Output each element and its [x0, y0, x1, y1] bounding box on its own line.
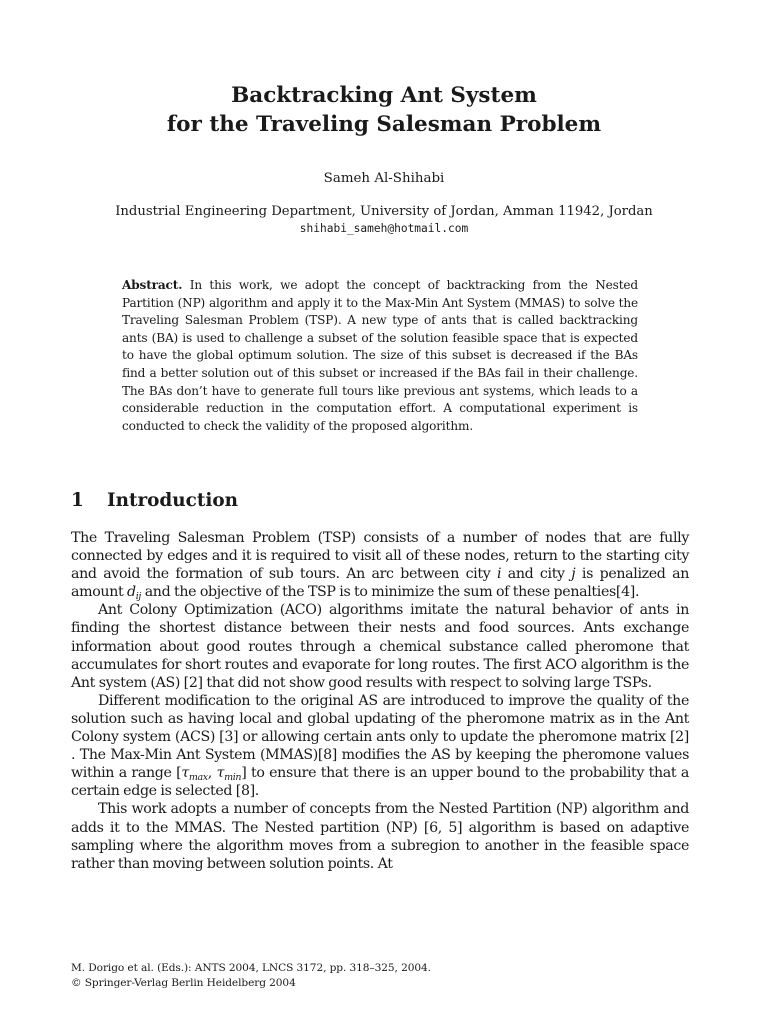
author-name: Sameh Al-Shihabi [323, 171, 445, 186]
paragraph-1: The Traveling Salesman Problem (TSP) consists of a number of nodes that are fully connected by edges and it is required to visit all of these nodes, return to the starting city and avoid the formation of sub tours. An arc between city i and city j is penalized an amount $d_{ij}$ and the objective of the TSP is to minimize the sum of these penalties[4]. [71, 530, 689, 603]
footer-copyright: © Springer-Verlag Berlin Heidelberg 2004 [71, 976, 296, 989]
abstract-text: In this work, we adopt the concept of backtracking from the Nested Partition (NP) algorithm and apply it to the Max-Min Ant System (MMAS) to solve the Traveling Salesman Problem (TSP). A new type of ants that is called backtracking ants (BA) is used to challenge a subset of the solution feasible space that is expected to have the global optimum solution. The size of this subset is decreased if the BAs find a better solution out of this subset or increased if the BAs fail in their challenge. The BAs don’t have to generate full tours like previous ant systems, which leads to a considerable reduction in the computation effort. A computational experiment is conducted to check the validity of the proposed algorithm. [122, 278, 639, 433]
section-title: Introduction [107, 490, 238, 511]
section-heading [71, 490, 238, 511]
section-number: 1 [71, 490, 84, 511]
author-affiliation: Industrial Engineering Department, University of Jordan, Amman 11942, Jordan [115, 204, 653, 219]
footer-citation: M. Dorigo et al. (Eds.): ANTS 2004, LNCS 3172, pp. 318–325, 2004. [71, 962, 431, 974]
paragraph-3: Different modification to the original AS are introduced to improve the quality of the solution such as having local and global updating of the pheromone matrix as in the Ant Colony system (ACS) [3] or allowing certain ants only to update the pheromone matrix [2] . The Max-Min Ant System (MMAS)[8] modifies the AS by keeping the pheromone values within a range [$\tau_{max}$, $\tau_{min}$] to ensure that there is an upper bound to the probability that a certain edge is selected [8]. [71, 692, 689, 800]
paragraph-4: This work adopts a number of concepts from the Nested Partition (NP) algorithm and adds it to the MMAS. The Nested partition (NP) [6, 5] algorithm is based on adaptive sampling where the algorithm moves from a subregion to another in the feasible space rather than moving between solution points. At [71, 801, 689, 872]
paper-title-line-2: for the Traveling Salesman Problem [166, 112, 602, 137]
author-email: shihabi_sameh@hotmail.com [299, 222, 469, 235]
paragraph-2: Ant Colony Optimization (ACO) algorithms imitate the natural behavior of ants in finding the shortest distance between their nests and food sources. Ants exchange information about good routes through a chemical substance called pheromone that accumulates for short routes and evaporate for long routes. The first ACO algorithm is the Ant system (AS) [2] that did not show good results with respect to solving large TSPs. [71, 602, 689, 691]
body-text [71, 529, 689, 873]
paper-title-line-1: Backtracking Ant System [231, 83, 537, 108]
abstract [122, 277, 638, 435]
abstract-label: Abstract. [122, 278, 183, 292]
page-footer [71, 961, 431, 990]
